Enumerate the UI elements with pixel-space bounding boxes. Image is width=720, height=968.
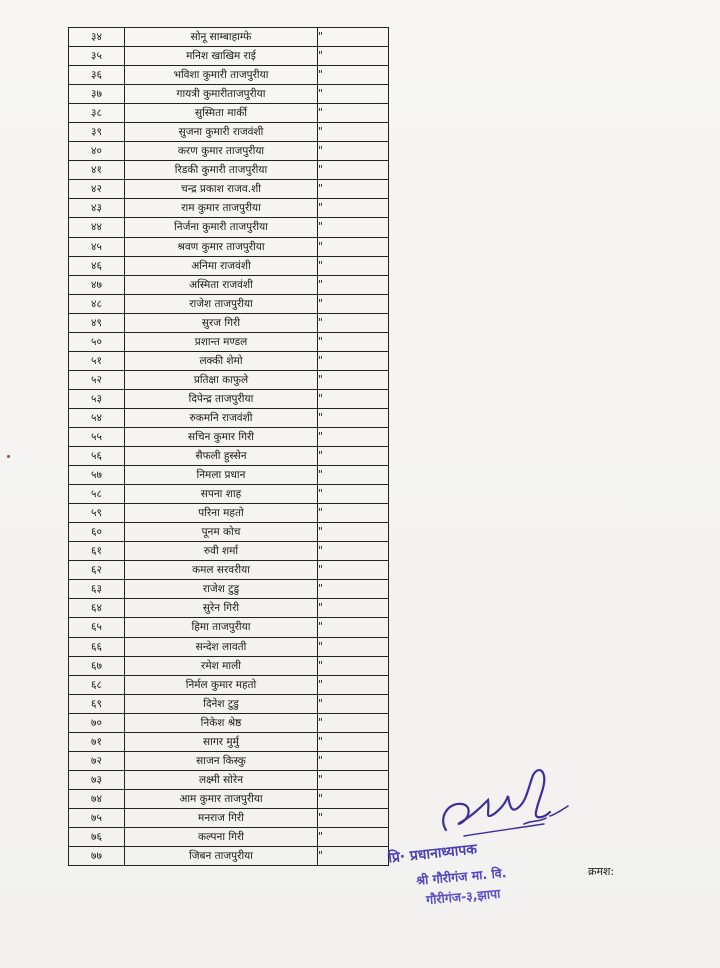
table-row [69,789,389,808]
serial-number-cell: ६९ [69,694,125,713]
student-name-cell: सपना शाह [125,485,318,504]
student-name-cell: सोनू साम्बाहाम्फे [125,28,318,47]
ditto-mark-cell: " [318,827,389,846]
ditto-mark-cell: " [318,66,389,85]
serial-number-cell: ६१ [69,542,125,561]
serial-number-cell: ६५ [69,618,125,637]
table-row [69,85,389,104]
serial-number-cell: ६३ [69,580,125,599]
student-name-cell: हिमा ताजपुरीया [125,618,318,637]
table-row [69,447,389,466]
ditto-mark-cell: " [318,580,389,599]
student-name-cell: जिबन ताजपुरीया [125,847,318,866]
serial-number-cell: ४७ [69,275,125,294]
table-row [69,294,389,313]
ditto-mark-cell: " [318,313,389,332]
student-name-cell: प्रशान्त मण्डल [125,332,318,351]
table-row [69,180,389,199]
student-name-cell: राजेश टुडु [125,580,318,599]
table-row [69,256,389,275]
serial-number-cell: ५१ [69,351,125,370]
ditto-mark-cell: " [318,408,389,427]
ditto-mark-cell: " [318,199,389,218]
serial-number-cell: ५४ [69,408,125,427]
serial-number-cell: ७१ [69,732,125,751]
ditto-mark-cell: " [318,237,389,256]
ditto-mark-cell: " [318,389,389,408]
student-list-body [69,28,389,866]
serial-number-cell: ७३ [69,770,125,789]
table-row [69,808,389,827]
student-name-cell: सैफली हुस्सेन [125,447,318,466]
ditto-mark-cell: " [318,47,389,66]
table-row [69,770,389,789]
serial-number-cell: ५२ [69,370,125,389]
serial-number-cell: ३५ [69,47,125,66]
table-row [69,656,389,675]
serial-number-cell: ६२ [69,561,125,580]
table-row [69,47,389,66]
ditto-mark-cell: " [318,466,389,485]
table-row [69,618,389,637]
serial-number-cell: ५७ [69,466,125,485]
serial-number-cell: ३८ [69,104,125,123]
continued-label: क्रमश: [588,865,615,878]
table-row [69,827,389,846]
student-name-cell: सन्देश लावती [125,637,318,656]
serial-number-cell: ४८ [69,294,125,313]
serial-number-cell: ६४ [69,599,125,618]
ditto-mark-cell: " [318,542,389,561]
student-name-cell: गायत्री कुमारीताजपुरीया [125,85,318,104]
table-row [69,28,389,47]
student-name-cell: राजेश ताजपुरीया [125,294,318,313]
ditto-mark-cell: " [318,789,389,808]
student-name-cell: आम कुमार ताजपुरीया [125,789,318,808]
student-name-cell: श्रवण कुमार ताजपुरीया [125,237,318,256]
ditto-mark-cell: " [318,256,389,275]
ditto-mark-cell: " [318,123,389,142]
table-row [69,161,389,180]
serial-number-cell: ४५ [69,237,125,256]
student-name-cell: कल्पना गिरी [125,827,318,846]
ditto-mark-cell: " [318,675,389,694]
serial-number-cell: ५० [69,332,125,351]
student-name-cell: भविशा कुमारी ताजपुरीया [125,66,318,85]
ditto-mark-cell: " [318,637,389,656]
student-name-cell: रमेश माली [125,656,318,675]
ditto-mark-cell: " [318,370,389,389]
serial-number-cell: ४४ [69,218,125,237]
ink-speck [7,455,10,458]
student-name-cell: राम कुमार ताजपुरीया [125,199,318,218]
table-row [69,275,389,294]
ditto-mark-cell: " [318,218,389,237]
table-row [69,332,389,351]
student-name-cell: निर्मल कुमार महतो [125,675,318,694]
table-row [69,751,389,770]
ditto-mark-cell: " [318,104,389,123]
ditto-mark-cell: " [318,618,389,637]
student-name-cell: अनिमा राजवंशी [125,256,318,275]
serial-number-cell: ७२ [69,751,125,770]
serial-number-cell: ६८ [69,675,125,694]
ditto-mark-cell: " [318,427,389,446]
ditto-mark-cell: " [318,523,389,542]
student-name-cell: सचिन कुमार गिरी [125,427,318,446]
serial-number-cell: ५३ [69,389,125,408]
ditto-mark-cell: " [318,599,389,618]
table-row [69,485,389,504]
student-name-cell: सुस्मिता मार्की [125,104,318,123]
ditto-mark-cell: " [318,561,389,580]
student-name-cell: मनराज गिरी [125,808,318,827]
serial-number-cell: ३४ [69,28,125,47]
serial-number-cell: ६७ [69,656,125,675]
student-name-cell: साजन किस्कु [125,751,318,770]
ditto-mark-cell: " [318,351,389,370]
student-name-cell: मनिश खाखिम राई [125,47,318,66]
student-name-cell: चन्द्र प्रकाश राजव.शी [125,180,318,199]
serial-number-cell: ५८ [69,485,125,504]
ditto-mark-cell: " [318,694,389,713]
ditto-mark-cell: " [318,275,389,294]
table-row [69,237,389,256]
table-row [69,675,389,694]
principal-stamp [388,760,588,920]
student-name-cell: सुजना कुमारी राजवंशी [125,123,318,142]
student-name-cell: परिना महतो [125,504,318,523]
student-name-cell: प्रतिक्षा काफुले [125,370,318,389]
student-name-cell: निर्जना कुमारी ताजपुरीया [125,218,318,237]
stamp-address: गौरीगंज-३,झापा [425,885,501,908]
student-name-cell: पूनम कोच [125,523,318,542]
table-row [69,732,389,751]
ditto-mark-cell: " [318,751,389,770]
ditto-mark-cell: " [318,294,389,313]
ditto-mark-cell: " [318,28,389,47]
table-row [69,218,389,237]
table-row [69,504,389,523]
serial-number-cell: ६० [69,523,125,542]
table-row [69,523,389,542]
serial-number-cell: ३९ [69,123,125,142]
student-name-cell: सुरज गिरी [125,313,318,332]
student-name-cell: सुरेन गिरी [125,599,318,618]
ditto-mark-cell: " [318,332,389,351]
student-name-cell: लक्ष्मी सोरेन [125,770,318,789]
table-row [69,847,389,866]
serial-number-cell: ३६ [69,66,125,85]
table-row [69,694,389,713]
serial-number-cell: ५६ [69,447,125,466]
student-name-cell: रुकमनि राजवंशी [125,408,318,427]
serial-number-cell: ४१ [69,161,125,180]
table-row [69,389,389,408]
stamp-title: प्रि· प्रधानाध्यापक [387,841,478,867]
serial-number-cell: ५५ [69,427,125,446]
serial-number-cell: ३७ [69,85,125,104]
ditto-mark-cell: " [318,770,389,789]
student-name-cell: कमल सरवरीया [125,561,318,580]
ditto-mark-cell: " [318,142,389,161]
table-row [69,637,389,656]
student-name-cell: अस्मिता राजवंशी [125,275,318,294]
table-row [69,351,389,370]
table-row [69,561,389,580]
ditto-mark-cell: " [318,713,389,732]
ditto-mark-cell: " [318,504,389,523]
serial-number-cell: ६६ [69,637,125,656]
ditto-mark-cell: " [318,656,389,675]
serial-number-cell: ४३ [69,199,125,218]
ditto-mark-cell: " [318,447,389,466]
serial-number-cell: ४० [69,142,125,161]
ditto-mark-cell: " [318,732,389,751]
student-name-cell: लक्की शेमो [125,351,318,370]
serial-number-cell: ७४ [69,789,125,808]
serial-number-cell: ७० [69,713,125,732]
ditto-mark-cell: " [318,161,389,180]
student-name-cell: रिडकी कुमारी ताजपुरीया [125,161,318,180]
table-row [69,66,389,85]
student-name-cell: निकेश श्रेष्ठ [125,713,318,732]
serial-number-cell: ४२ [69,180,125,199]
student-name-cell: सागर मुर्मु [125,732,318,751]
serial-number-cell: ४९ [69,313,125,332]
table-row [69,408,389,427]
ditto-mark-cell: " [318,847,389,866]
serial-number-cell: ७७ [69,847,125,866]
student-name-cell: रुवी शर्मा [125,542,318,561]
table-row [69,599,389,618]
table-row [69,199,389,218]
student-name-cell: दिपेन्द्र ताजपुरीया [125,389,318,408]
ditto-mark-cell: " [318,808,389,827]
student-name-cell: निमला प्रधान [125,466,318,485]
table-row [69,313,389,332]
serial-number-cell: ७५ [69,808,125,827]
table-row [69,713,389,732]
table-row [69,427,389,446]
signature-icon [428,760,578,845]
student-list-table [68,27,389,866]
serial-number-cell: ४६ [69,256,125,275]
serial-number-cell: ५९ [69,504,125,523]
table-row [69,123,389,142]
table-row [69,580,389,599]
table-row [69,104,389,123]
ditto-mark-cell: " [318,485,389,504]
serial-number-cell: ७६ [69,827,125,846]
student-name-cell: दिनेश टुडु [125,694,318,713]
stamp-school-name: श्री गौरीगंज मा. वि. [415,865,507,888]
table-row [69,542,389,561]
student-name-cell: करण कुमार ताजपुरीया [125,142,318,161]
ditto-mark-cell: " [318,180,389,199]
table-row [69,142,389,161]
table-row [69,466,389,485]
ditto-mark-cell: " [318,85,389,104]
table-row [69,370,389,389]
